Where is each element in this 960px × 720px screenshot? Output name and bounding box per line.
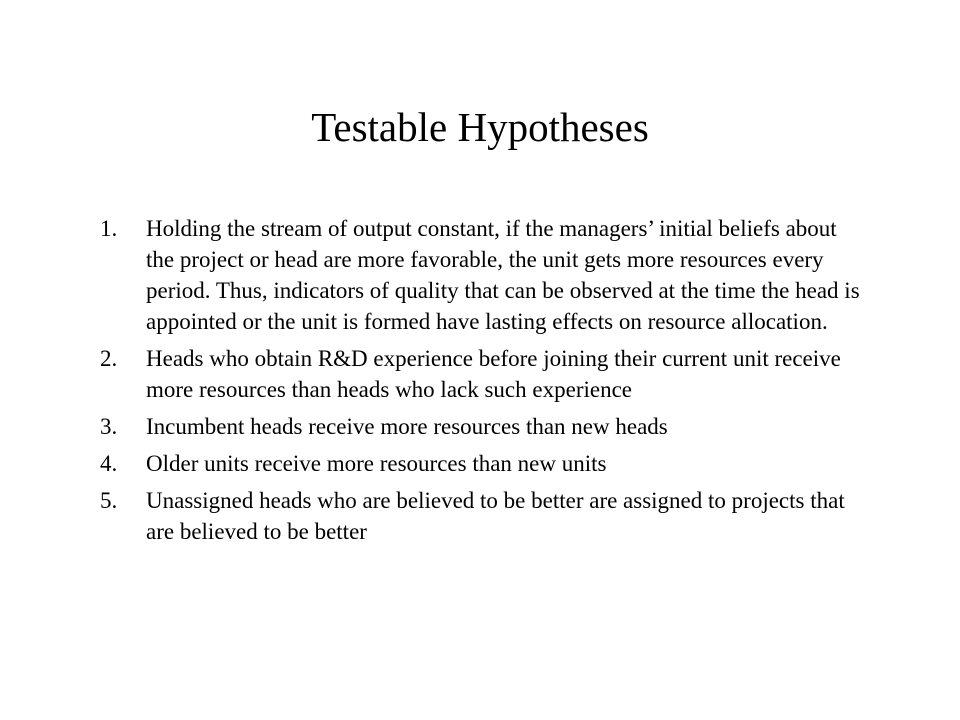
slide-title: Testable Hypotheses: [311, 104, 649, 150]
list-item-text: Holding the stream of output constant, if the managers’ initial beliefs about the project or head are more favorable, the unit gets more resources every period. Thus, indicators of quality that can be observed at the time the head is appointed or the unit is formed have lasting effects on resource allocation.: [146, 216, 860, 334]
list-item: [100, 213, 860, 337]
list-item-text: Incumbent heads receive more resources than new heads: [146, 414, 668, 439]
list-item-text: Heads who obtain R&D experience before joining their current unit receive more resources than heads who lack such experience: [146, 346, 841, 402]
list-item: [100, 485, 860, 547]
hypotheses-list: [100, 213, 860, 553]
list-item: [100, 343, 860, 405]
list-item: [100, 448, 860, 479]
list-item-text: Older units receive more resources than new units: [146, 451, 607, 476]
list-item-number: 2.: [100, 346, 118, 371]
list-item-number: 5.: [100, 488, 118, 513]
list-item-number: 1.: [100, 216, 118, 241]
list-item: [100, 411, 860, 442]
list-item-text: Unassigned heads who are believed to be better are assigned to projects that are believed to be better: [146, 488, 845, 544]
list-item-number: 3.: [100, 414, 118, 439]
list-item-number: 4.: [100, 451, 118, 476]
